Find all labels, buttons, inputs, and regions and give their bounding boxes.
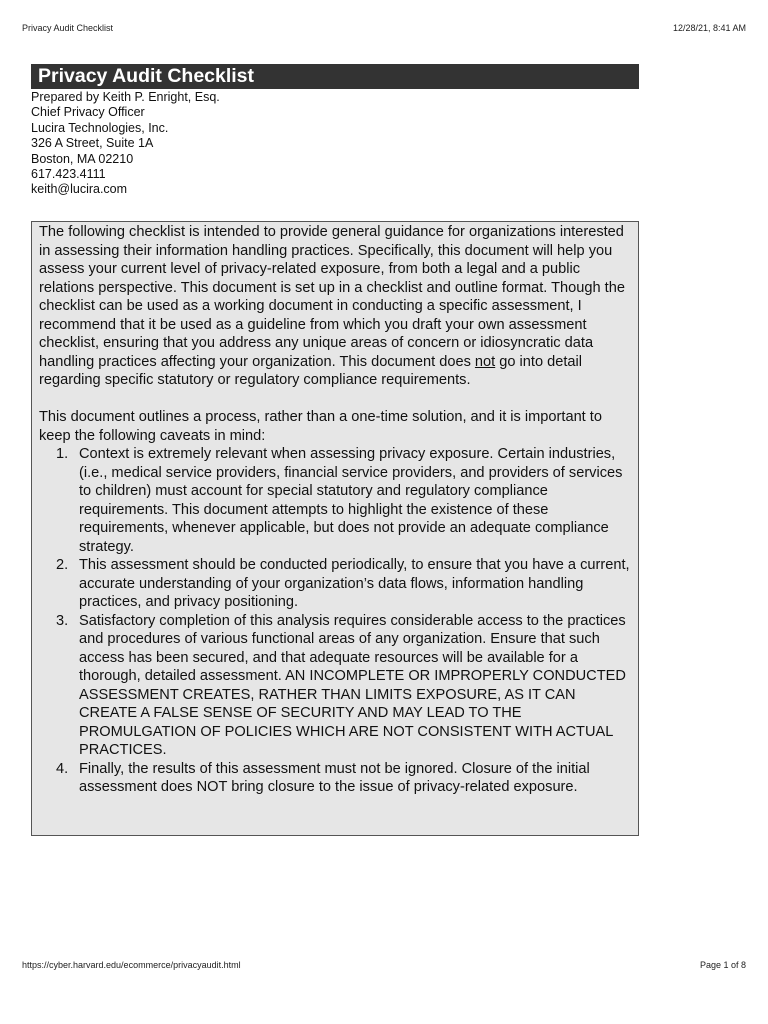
document-title: Privacy Audit Checklist	[38, 65, 255, 87]
document-title-bar	[31, 64, 639, 89]
caveats-intro-paragraph: This document outlines a process, rather than a one-time solution, and it is important to keep the following caveats in mind:	[39, 409, 602, 444]
caveat-number: 2.	[56, 557, 69, 573]
intro-emphasis-not: not	[474, 353, 496, 370]
author-email-line: keith@lucira.com	[31, 182, 128, 197]
caveat-text: This assessment should be conducted periodically, to ensure that you have a current, accurate understanding of your organization’s data flows, information handling practices, and privacy positioning.	[79, 557, 630, 610]
caveat-item	[39, 760, 632, 797]
caveat-text: Satisfactory completion of this analysis requires considerable access to the practices and procedures of various functional areas of any organization. Ensure that such access has been secured, and that adequate resources will be available for a thorough, detailed assessment. AN INCOMPLETE OR IMPROPERLY CONDUCTED ASSESSMENT CREATES, RATHER THAN LIMITS EXPOSURE, AS IT CAN CREATE A FALSE SENSE OF SECURITY AND MAY LEAD TO THE PROMULGATION OF POLICIES WHICH ARE NOT CONSISTENT WITH ACTUAL PRACTICES.	[79, 612, 626, 758]
intro-paragraph	[39, 223, 632, 390]
caveat-number: 1.	[56, 446, 69, 462]
print-header-page-title: Privacy Audit Checklist	[22, 23, 114, 33]
author-phone-line: 617.423.4111	[31, 167, 106, 182]
author-street-line: 326 A Street, Suite 1A	[31, 136, 154, 151]
intro-box	[31, 221, 639, 836]
caveat-item	[39, 612, 632, 760]
print-footer-page-number: Page 1 of 8	[699, 960, 746, 970]
author-role-line: Chief Privacy Officer	[31, 105, 145, 120]
print-header	[22, 23, 746, 33]
print-footer-url: https://cyber.harvard.edu/ecommerce/privacyaudit.html	[22, 960, 241, 970]
caveat-text: Finally, the results of this assessment must not be ignored. Closure of the initial assessment does NOT bring closure to the issue of privacy-related exposure.	[79, 760, 590, 795]
author-name-line: Prepared by Keith P. Enright, Esq.	[31, 90, 220, 104]
print-footer	[22, 960, 746, 970]
caveat-number: 4.	[56, 760, 69, 777]
author-city-line: Boston, MA 02210	[31, 151, 134, 166]
caveats-list	[39, 445, 632, 797]
intro-text-before: The following checklist is intended to provide general guidance for organizations interested in assessing their information handling practices. Specifically, this document will help you assess your current level of privacy-related exposure, from both a legal and a public relations perspective. This document is set up in a checklist and outline format. Though the checklist can be used as a working document in conducting a specific assessment, I recommend that it be used as a guideline from which you draft your own assessment checklist, ensuring that you address any unique areas of concern or idiosyncratic data handling practices affecting your organization. This document does	[39, 224, 625, 370]
caveat-item	[39, 445, 632, 556]
author-company-line: Lucira Technologies, Inc.	[31, 120, 169, 135]
caveat-text: Context is extremely relevant when assessing privacy exposure. Certain industries, (i.e., medical service providers, financial service providers, and providers of services to children) must account for special statutory and regulatory compliance requirements. This document attempts to highlight the existence of these requirements, whenever applicable, but does not provide an adequate compliance strategy.	[79, 446, 623, 555]
caveat-number: 3.	[56, 612, 69, 629]
intro-text-after: go into detail regarding specific statutory or regulatory compliance requirements.	[39, 353, 583, 388]
caveat-item	[39, 556, 632, 612]
author-block	[31, 90, 220, 198]
print-header-timestamp: 12/28/21, 8:41 AM	[672, 23, 746, 33]
